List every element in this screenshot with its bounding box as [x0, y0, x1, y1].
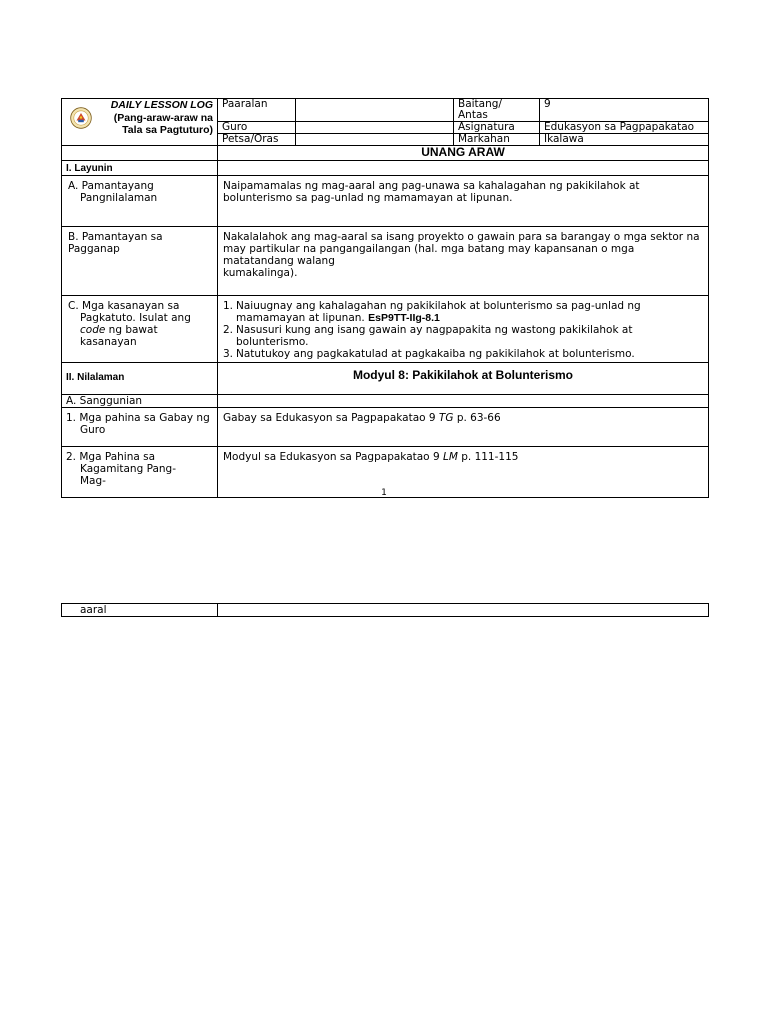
- paaralan-label: Paaralan: [218, 99, 296, 122]
- school-seal-icon: [70, 107, 92, 129]
- baitang-label: Baitang/ Antas: [454, 99, 540, 122]
- layunin-heading: I. Layunin: [62, 161, 218, 176]
- blank-left-cell: [62, 146, 218, 161]
- pagganap-label: B. Pamantayan sa Pagganap: [62, 227, 218, 296]
- gabay-text: Gabay sa Edukasyon sa Pagpapakatao 9 TG p. 63-66: [218, 408, 709, 447]
- sanggunian-blank: [218, 395, 709, 408]
- competency-code: EsP9TT-IIg-8.1: [368, 312, 440, 324]
- markahan-label: Markahan: [454, 134, 540, 146]
- gabay-label: 1. Mga pahina sa Gabay ng Guro: [62, 408, 218, 447]
- pagganap-text: Nakalalahok ang mag-aaral sa isang proyekto o gawain para sa barangay o mga sektor na may partikular na pangangailangan (hal. mga batang may kapansanan o mga matatandang walang kumakalinga).: [218, 227, 709, 296]
- page-number: 1: [381, 488, 387, 498]
- kasanayan-list: [218, 296, 709, 363]
- continued-blank: [218, 604, 709, 617]
- continued-label: aaral: [62, 604, 218, 617]
- header-subtitle-2: Tala sa Pagtuturo): [122, 124, 213, 136]
- list-item: 3. Natutukoy ang pagkakatulad at pagkakaiba ng pakikilahok at bolunterismo.: [223, 348, 635, 360]
- header-title-cell: [62, 99, 218, 146]
- baitang-value: 9: [540, 99, 709, 122]
- nilalaman-heading: II. Nilalaman: [62, 363, 218, 395]
- petsa-label: Petsa/Oras: [218, 134, 296, 146]
- kagamitan-text: Modyul sa Edukasyon sa Pagpapakatao 9 LM p. 111-115: [218, 447, 709, 498]
- kasanayan-label: C. Mga kasanayan sa Pagkatuto. Isulat ang code ng bawat kasanayan: [62, 296, 218, 363]
- pamantayang-text: Naipamamalas ng mag-aaral ang pag-unawa sa kahalagahan ng pakikilahok at bolunterismo sa pag-unlad ng mamamayan at lipunan.: [218, 176, 709, 227]
- lesson-log-table: [61, 98, 709, 498]
- guro-value[interactable]: [296, 122, 454, 134]
- kagamitan-label: 2. Mga Pahina sa Kagamitang Pang- Mag-: [62, 447, 218, 498]
- list-item: 1. Naiuugnay ang kahalagahan ng pakikilahok at bolunterismo sa pag-unlad ng mamamayan at lipunan. EsP9TT-IIg-8.1: [223, 300, 641, 324]
- list-item: 2. Nasusuri kung ang isang gawain ay nagpapakita ng wastong pakikilahok at bolunterismo.: [223, 324, 633, 348]
- sanggunian-heading: A. Sanggunian: [62, 395, 218, 408]
- header-subtitle-1: (Pang-araw-araw na: [113, 111, 213, 124]
- pamantayang-label: A. Pamantayang Pangnilalaman: [62, 176, 218, 227]
- asignatura-label: Asignatura: [454, 122, 540, 134]
- modyul-title: Modyul 8: Pakikilahok at Bolunterismo: [218, 363, 709, 395]
- petsa-value[interactable]: [296, 134, 454, 146]
- paaralan-value[interactable]: [296, 99, 454, 122]
- day-title: UNANG ARAW: [218, 146, 709, 161]
- layunin-blank: [218, 161, 709, 176]
- header-title: DAILY LESSON LOG: [110, 99, 213, 111]
- markahan-value: Ikalawa: [540, 134, 709, 146]
- asignatura-value: Edukasyon sa Pagpapakatao: [540, 122, 709, 134]
- continued-table: [61, 603, 709, 617]
- guro-label: Guro: [218, 122, 296, 134]
